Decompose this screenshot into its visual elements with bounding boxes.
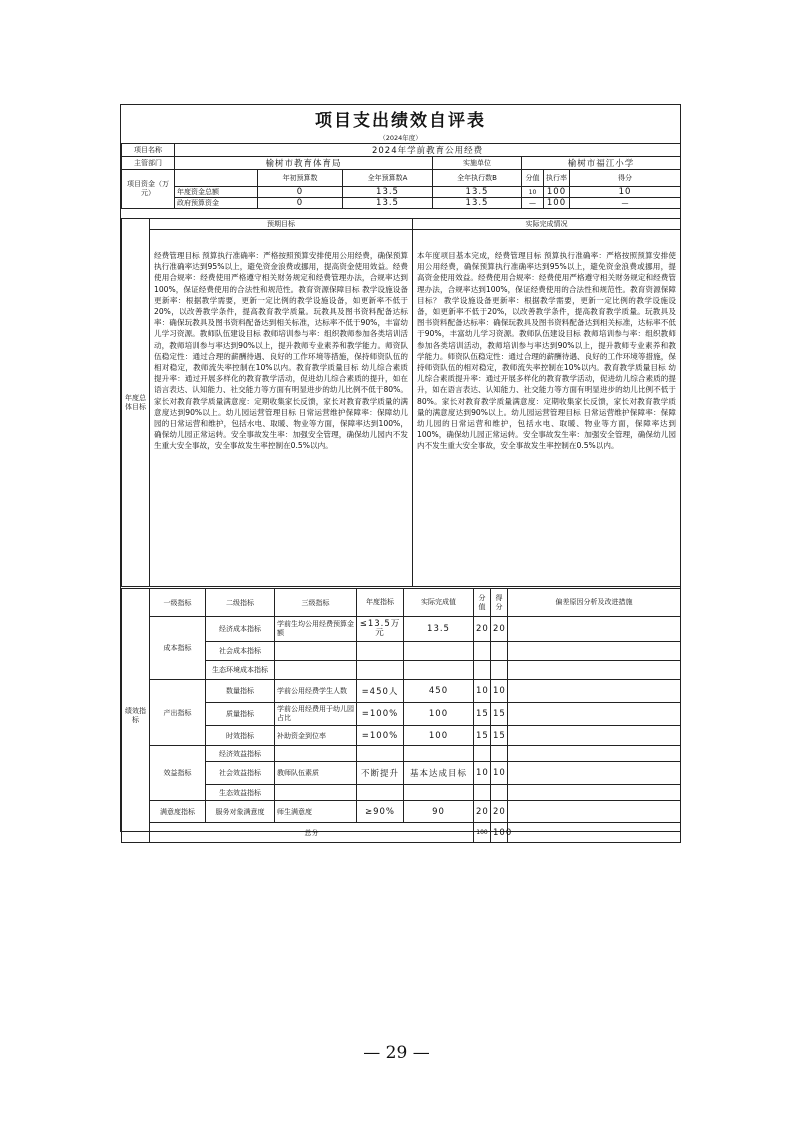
level3: 教师队伍素质 [275, 762, 357, 785]
ind-header: 三级指标 [275, 589, 357, 617]
page-number: — 29 — [363, 1043, 430, 1063]
target: =100% [357, 726, 404, 746]
actual: 13.5 [404, 617, 474, 642]
level1-output: 产出指标 [150, 680, 206, 746]
total-score: 100 [491, 823, 508, 843]
funds-score: — [570, 198, 681, 209]
level2: 社会成本指标 [206, 642, 275, 661]
ind-header: 得分 [491, 589, 508, 617]
note [508, 703, 681, 726]
funds-col-header: 年初预算数 [258, 170, 343, 187]
level2: 数量指标 [206, 680, 275, 703]
expected-goal-text: 经费管理目标 预算执行准确率：严格按照预算安排使用公用经费，确保预算执行准确率达到95%以上，避免资金浪费或挪用，提高资金使用效益。经费使用合规率：经费使用严格遵守相关财务规定和经费管理办法，合规率达到100%，保证经费使用的合法性和规范性。教育资源保障目标 教学设施设备更新率：根据教学需要，更新一定比例的教学设施设备，如更新率不低于20%，以改善教学条件，提高教育教学质量。玩教具及图书资料配备达标率：确保玩教具及图书资料配备达到相关标准，达标率不低于90%，丰富幼儿学习资源。教师队伍建设目标 教师培训参与率：组织教师参加各类培训活动，教师培训参与率达到90%以上，提升教师专业素养和教学能力。师资队伍稳定性：通过合理的薪酬待遇、良好的工作环境等措施，保持师资队伍的相对稳定，教师流失率控制在10%以内。教育教学质量目标 幼儿综合素质提升率：通过开展多样化的教育教学活动，促进幼儿综合素质的提升，如在语言表达、认知能力、社交能力等方面有明显进步的幼儿比例不低于80%。家长对教育教学质量满意度：定期收集家长反馈，家长对教育教学质量的满意度达到90%以上。幼儿园运营管理目标 日常运营维护保障率：保障幼儿园的日常运营和维护，包括水电、取暖、物业等方面，保障率达到100%，确保幼儿园正常运转。安全事故发生率：加强安全管理，确保幼儿园内不发生重大安全事故，安全事故发生率控制在0.5%以内。 [150, 230, 413, 587]
funds-col-header: 得分 [570, 170, 681, 187]
funds-initial: 0 [258, 187, 343, 198]
score: 20 [491, 801, 508, 823]
weight: 20 [474, 801, 491, 823]
actual-header: 实际完成情况 [413, 219, 681, 230]
funds-annual: 13.5 [343, 198, 433, 209]
level3: 学前生均公用经费预算金额 [275, 617, 357, 642]
actual-result-text: 本年度项目基本完成，经费管理目标 预算执行准确率：严格按照预算安排使用公用经费，确保预算执行准确率达到95%以上，避免资金浪费或挪用，提高资金使用效益。经费使用合规率：经费使用严格遵守相关财务规定和经费管理办法，合规率达到100%，保证经费使用的合法性和规范性。教育资源保障目标？ 教学设施设备更新率：根据教学需要，更新一定比例的教学设施设备，如更新率不低于20%，以改善教学条件，提高教育教学质量。玩教具及图书资料配备达标率：确保玩教具及图书资料配备达到相关标准，达标率不低于90%，丰富幼儿学习资源。教师队伍建设目标 教师培训参与率：组织教师参加各类培训活动，教师培训参与率达到90%以上，提升教师专业素养和教学能力。师资队伍稳定性：通过合理的薪酬待遇、良好的工作环境等措施，保持师资队伍的相对稳定，教师流失率控制在10%以内。教育教学质量目标 幼儿综合素质提升率：通过开展多样化的教育教学活动，促进幼儿综合素质的提升，如在语言表达、认知能力、社交能力等方面有明显进步的幼儿比例不低于80%。家长对教育教学质量满意度：定期收集家长反馈，家长对教育教学质量的满意度达到90%以上。幼儿园运营管理目标 日常运营维护保障率：保障幼儿园的日常运营和维护，包括水电、取暖、物业等方面，保障率达到100%，确保幼儿园正常运转。安全事故发生率：加强安全管理，确保幼儿园内不发生重大安全事故，安全事故发生率控制在0.5%以内。 [413, 230, 681, 587]
target: =100% [357, 703, 404, 726]
dept-label: 主管部门 [122, 157, 175, 170]
level2: 质量指标 [206, 703, 275, 726]
weight: 15 [474, 726, 491, 746]
funds-rate: 100 [544, 198, 570, 209]
ind-header: 分值 [474, 589, 491, 617]
impl-name: 榆树市福江小学 [522, 157, 681, 170]
level2: 社会效益指标 [206, 762, 275, 785]
level2: 经济成本指标 [206, 617, 275, 642]
level2: 生态环境成本指标 [206, 661, 275, 680]
ind-header: 偏差原因分析及改进措施 [508, 589, 681, 617]
actual: 100 [404, 703, 474, 726]
note [508, 617, 681, 642]
target: ≥90% [357, 801, 404, 823]
level1-cost: 成本指标 [150, 617, 206, 680]
impl-label: 实施单位 [433, 157, 522, 170]
page-title: 项目支出绩效自评表 [315, 111, 486, 131]
funds-annual: 13.5 [343, 187, 433, 198]
level1-benefit: 效益指标 [150, 746, 206, 801]
score: 15 [491, 703, 508, 726]
year-label: （2024年度） [379, 134, 422, 142]
note [508, 762, 681, 785]
level2: 经济效益指标 [206, 746, 275, 762]
target: ≤13.5万元 [357, 617, 404, 642]
score: 10 [491, 680, 508, 703]
funds-exec: 13.5 [433, 187, 522, 198]
level1-satisfaction: 满意度指标 [150, 801, 206, 823]
funds-score: 10 [570, 187, 681, 198]
project-name-label: 项目名称 [122, 144, 175, 157]
level3: 学前公用经费学生人数 [275, 680, 357, 703]
funds-weight: — [522, 198, 544, 209]
note [508, 726, 681, 746]
score: 15 [491, 726, 508, 746]
actual: 450 [404, 680, 474, 703]
note [508, 680, 681, 703]
funds-col-header: 分值 [522, 170, 544, 187]
funds-col-header: 执行率 [544, 170, 570, 187]
level3: 补助资金到位率 [275, 726, 357, 746]
score: 10 [491, 762, 508, 785]
weight: 15 [474, 703, 491, 726]
total-weight: 100 [474, 823, 491, 843]
target: =450人 [357, 680, 404, 703]
level2: 生态效益指标 [206, 785, 275, 801]
actual: 100 [404, 726, 474, 746]
level3: 师生满意度 [275, 801, 357, 823]
ind-header: 实际完成值 [404, 589, 474, 617]
actual: 90 [404, 801, 474, 823]
funds-rate: 100 [544, 187, 570, 198]
funds-initial: 0 [258, 198, 343, 209]
target: 不断提升 [357, 762, 404, 785]
weight: 20 [474, 617, 491, 642]
funds-label: 项目资金（万元） [122, 170, 175, 209]
dept-name: 榆树市教育体育局 [175, 157, 433, 170]
goals-label: 年度总体目标 [122, 219, 150, 587]
total-label: 总分 [150, 823, 474, 843]
ind-header: 二级指标 [206, 589, 275, 617]
project-info-table [121, 143, 681, 209]
ind-header: 一级指标 [150, 589, 206, 617]
level2: 时效指标 [206, 726, 275, 746]
funds-exec: 13.5 [433, 198, 522, 209]
level3: 学前公用经费用于幼儿园占比 [275, 703, 357, 726]
goals-table [121, 218, 681, 587]
indicators-label: 绩效指标 [122, 589, 150, 843]
indicators-table [121, 588, 681, 843]
level2: 服务对象满意度 [206, 801, 275, 823]
funds-row-name: 年度资金总额 [175, 187, 258, 198]
score: 20 [491, 617, 508, 642]
ind-header: 年度指标 [357, 589, 404, 617]
actual: 基本达成目标 [404, 762, 474, 785]
funds-weight: 10 [522, 187, 544, 198]
weight: 10 [474, 680, 491, 703]
funds-row-name: 政府预算资金 [175, 198, 258, 209]
funds-col-header: 全年执行数B [433, 170, 522, 187]
weight: 10 [474, 762, 491, 785]
expected-header: 预期目标 [150, 219, 413, 230]
funds-col-header: 全年预算数A [343, 170, 433, 187]
note [508, 801, 681, 823]
project-name: 2024年学前教育公用经费 [175, 144, 681, 157]
